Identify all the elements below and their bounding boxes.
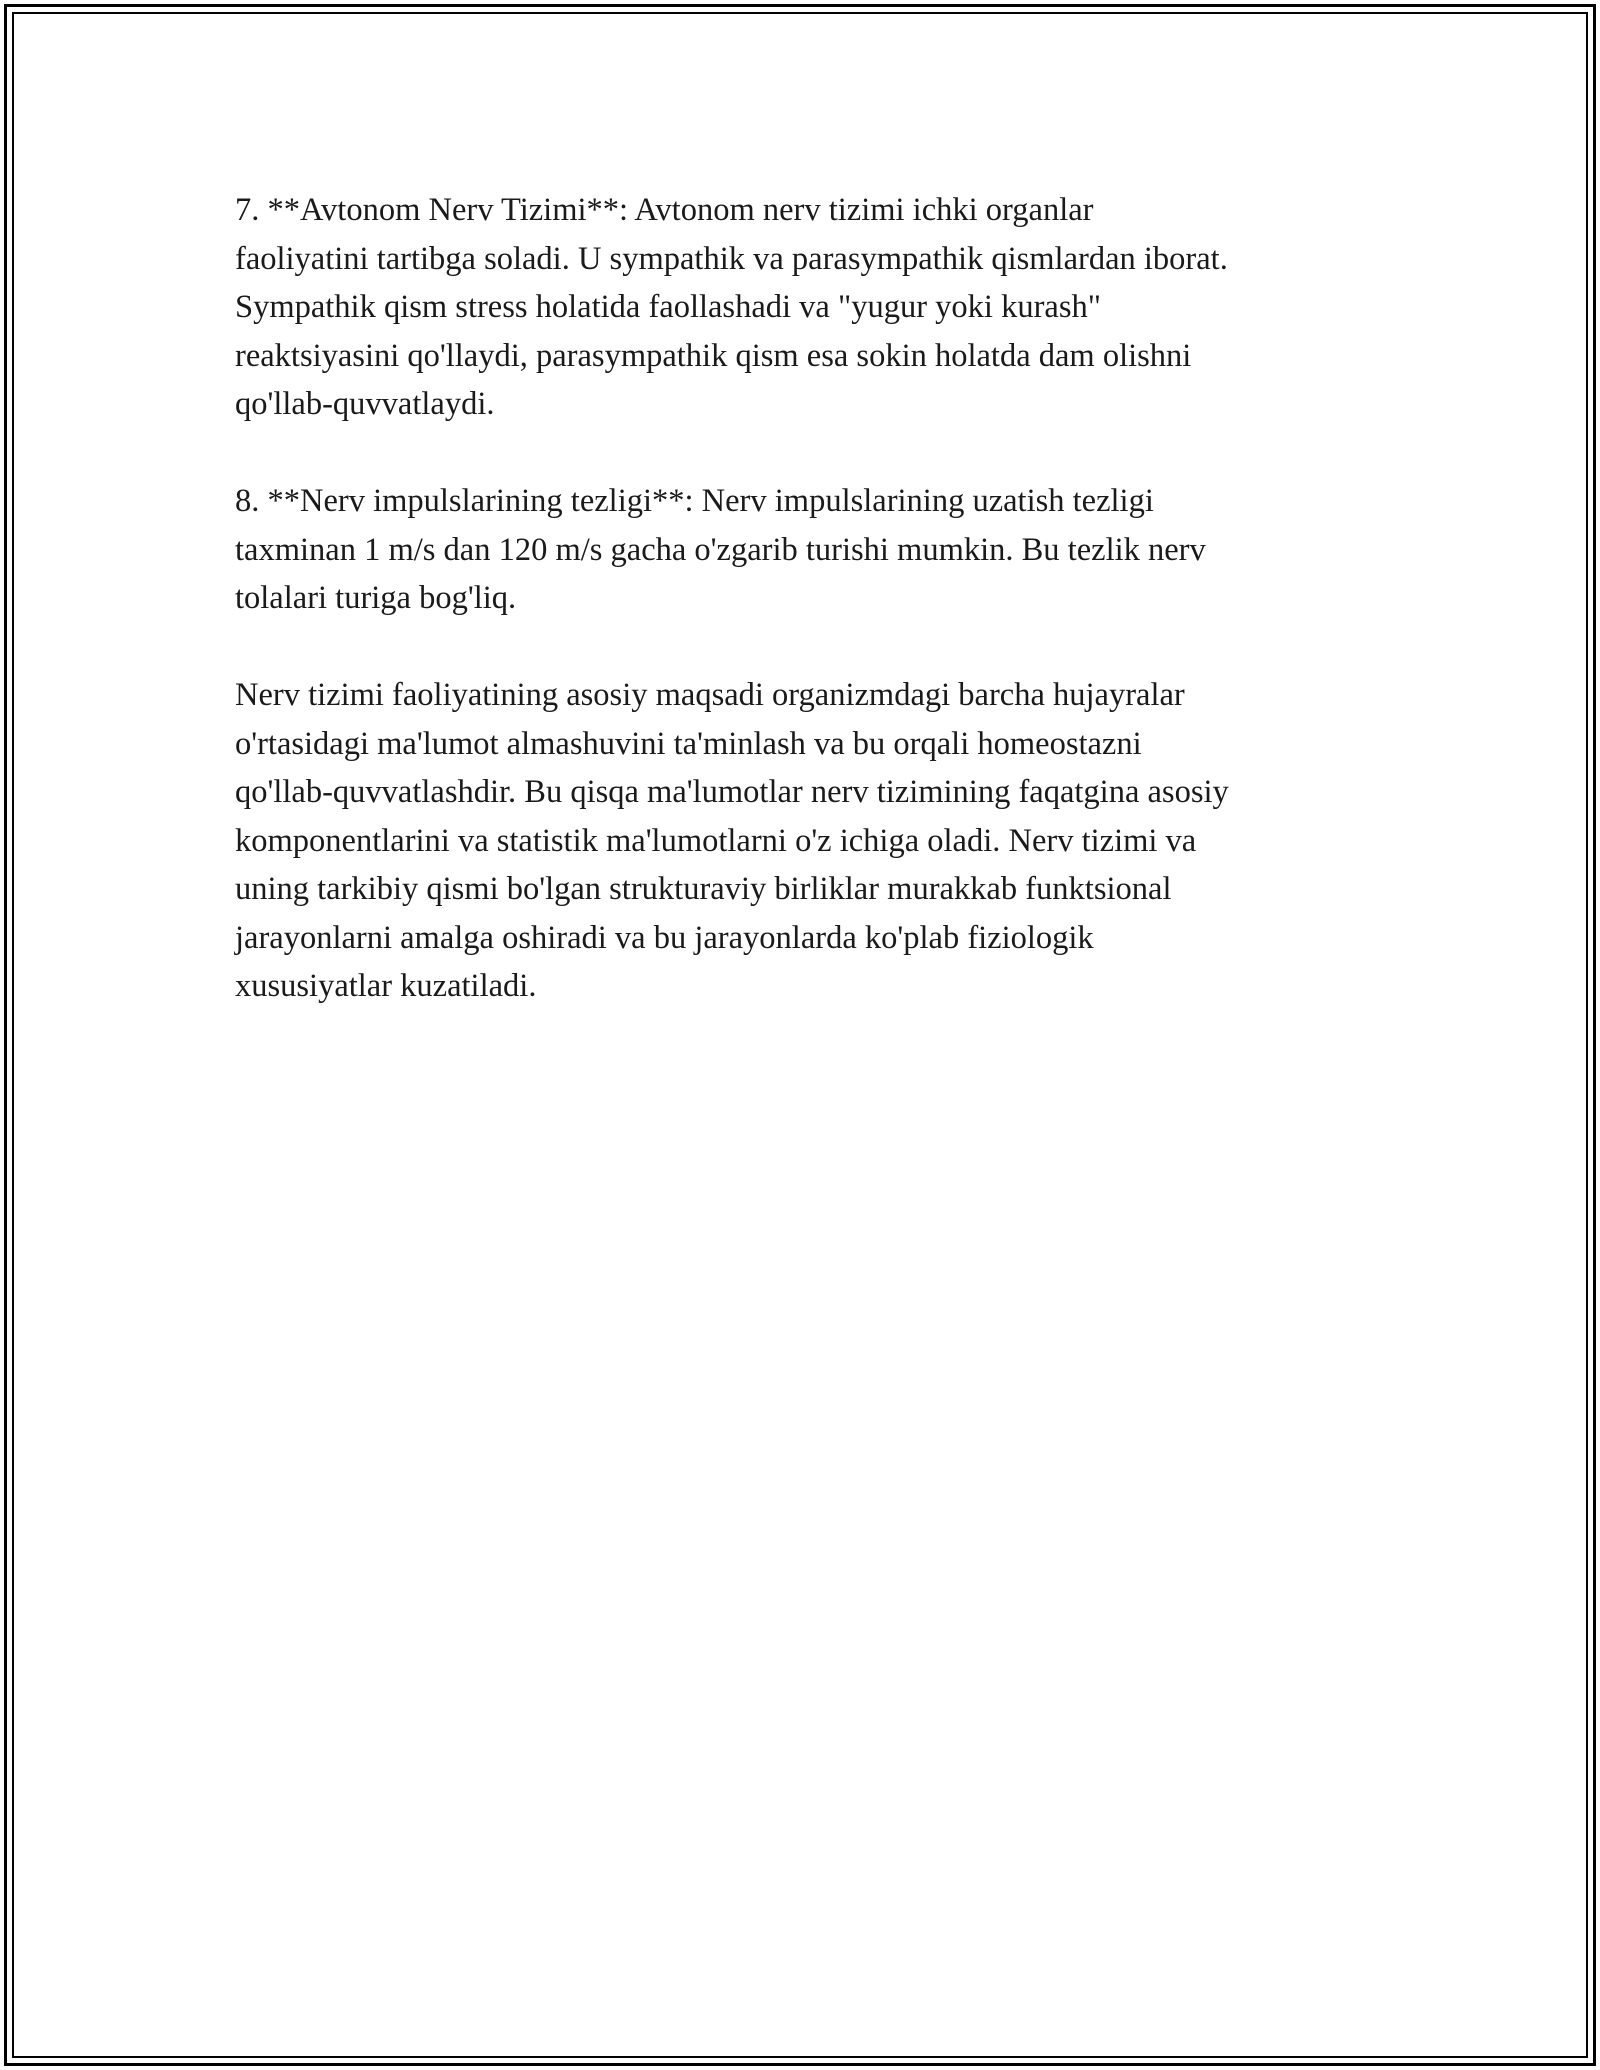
text-line: qo'llab-quvvatlaydi.	[235, 386, 495, 422]
text-line: 7. **Avtonom Nerv Tizimi**: Avtonom nerv tizimi ichki organlar	[235, 192, 1094, 228]
text-line: uning tarkibiy qismi bo'lgan strukturaviy birliklar murakkab funktsional	[235, 871, 1172, 907]
text-line: taxminan 1 m/s dan 120 m/s gacha o'zgarib turishi mumkin. Bu tezlik nerv	[235, 531, 1206, 568]
text-line: Sympathik qism stress holatida faollashadi va "yugur yoki kurash"	[235, 289, 1101, 325]
paragraph-conclusion	[235, 671, 1375, 1011]
text-line: qo'llab-quvvatlashdir. Bu qisqa ma'lumotlar nerv tizimining faqatgina asosiy	[235, 774, 1229, 810]
text-line: 8. **Nerv impulslarining tezligi**: Nerv impulslarining uzatish tezligi	[235, 483, 1154, 519]
text-line: komponentlarini va statistik ma'lumotlarni o'z ichiga oladi. Nerv tizimi va	[235, 822, 1197, 859]
text-line: tolalari turiga bog'liq.	[235, 580, 517, 616]
text-line: Nerv tizimi faoliyatining asosiy maqsadi organizmdagi barcha hujayralar	[235, 677, 1185, 713]
text-line: faoliyatini tartibga soladi. U sympathik va parasympathik qismlardan iborat.	[235, 240, 1228, 277]
text-line: xususiyatlar kuzatiladi.	[235, 968, 537, 1004]
text-line: o'rtasidagi ma'lumot almashuvini ta'minlash va bu orqali homeostazni	[235, 725, 1142, 762]
paragraph-autonomic-nervous-system	[235, 186, 1375, 429]
paragraph-nerve-impulse-speed	[235, 477, 1375, 623]
text-line: jarayonlarni amalga oshiradi va bu jarayonlarda ko'plab fiziologik	[235, 919, 1094, 956]
document-body	[235, 186, 1375, 1059]
text-line: reaktsiyasini qo'llaydi, parasympathik qism esa sokin holatda dam olishni	[235, 337, 1192, 374]
